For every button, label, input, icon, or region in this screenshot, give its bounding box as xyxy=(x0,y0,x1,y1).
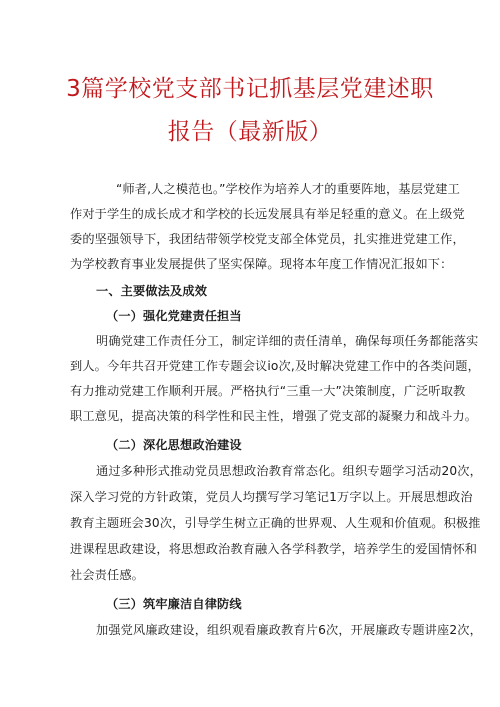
section-1-heading: 一、主要做法及成效 xyxy=(96,284,208,298)
intro-line-1: “师者,人之模范也。”学校作为培养人才的重要阵地，基层党建工 xyxy=(116,182,460,196)
subsection-1-heading: （一）强化党建责任担当 xyxy=(106,309,242,323)
subsection-2-line-2: 深入学习党的方针政策，党员人均撰写学习笔记1万字以上。开展思想政治 xyxy=(70,490,473,504)
intro-line-3: 委的坚强领导下，我团结带领学校党支部全体党员，扎实推进党建工作， xyxy=(70,232,465,246)
subsection-2-line-1: 通过多种形式推动党员思想政治教育常态化。组织专题学习活动20次， xyxy=(96,464,482,478)
subsection-3-heading: （三）筑牢廉洁自律防线 xyxy=(106,597,242,611)
document-title-line-1: 3篇学校党支部书记抓基层党建述职 xyxy=(66,76,434,102)
intro-line-4: 为学校教育事业发展提供了坚实保障。现将本年度工作情况汇报如下： xyxy=(70,257,453,271)
subsection-1-line-2: 到人。今年共召开党建工作专题会议io次,及时解决党建工作中的各类问题， xyxy=(70,359,480,373)
subsection-3-line-1: 加强党风廉政建设，组织观看廉政教育片6次，开展廉政专题讲座2次， xyxy=(96,623,482,637)
subsection-2-heading: （二）深化思想政治建设 xyxy=(106,438,242,452)
subsection-1-line-4: 职工意见，提高决策的科学性和民主性，增强了党支部的凝聚力和战斗力。 xyxy=(70,409,478,423)
subsection-2-line-4: 进课程思政建设，将思想政治教育融入各学科教学，培养学生的爱国情怀和 xyxy=(70,542,478,556)
subsection-1-line-3: 有力推动党建工作顺利开展。严格执行“三重一大”决策制度，广泛听取教 xyxy=(70,384,466,398)
subsection-2-line-3: 教育主题班会30次，引导学生树立正确的世界观、人生观和价值观。积极推 xyxy=(70,516,481,530)
intro-line-2: 作对于学生的成长成才和学校的长远发展具有举足轻重的意义。在上级党 xyxy=(70,207,465,221)
subsection-1-line-1: 明确党建工作责任分工，制定详细的责任清单，确保每项任务都能落实 xyxy=(96,334,479,348)
subsection-2-line-5: 社会责任感。 xyxy=(70,568,145,582)
document-title-line-2: 报告（最新版） xyxy=(167,119,333,145)
